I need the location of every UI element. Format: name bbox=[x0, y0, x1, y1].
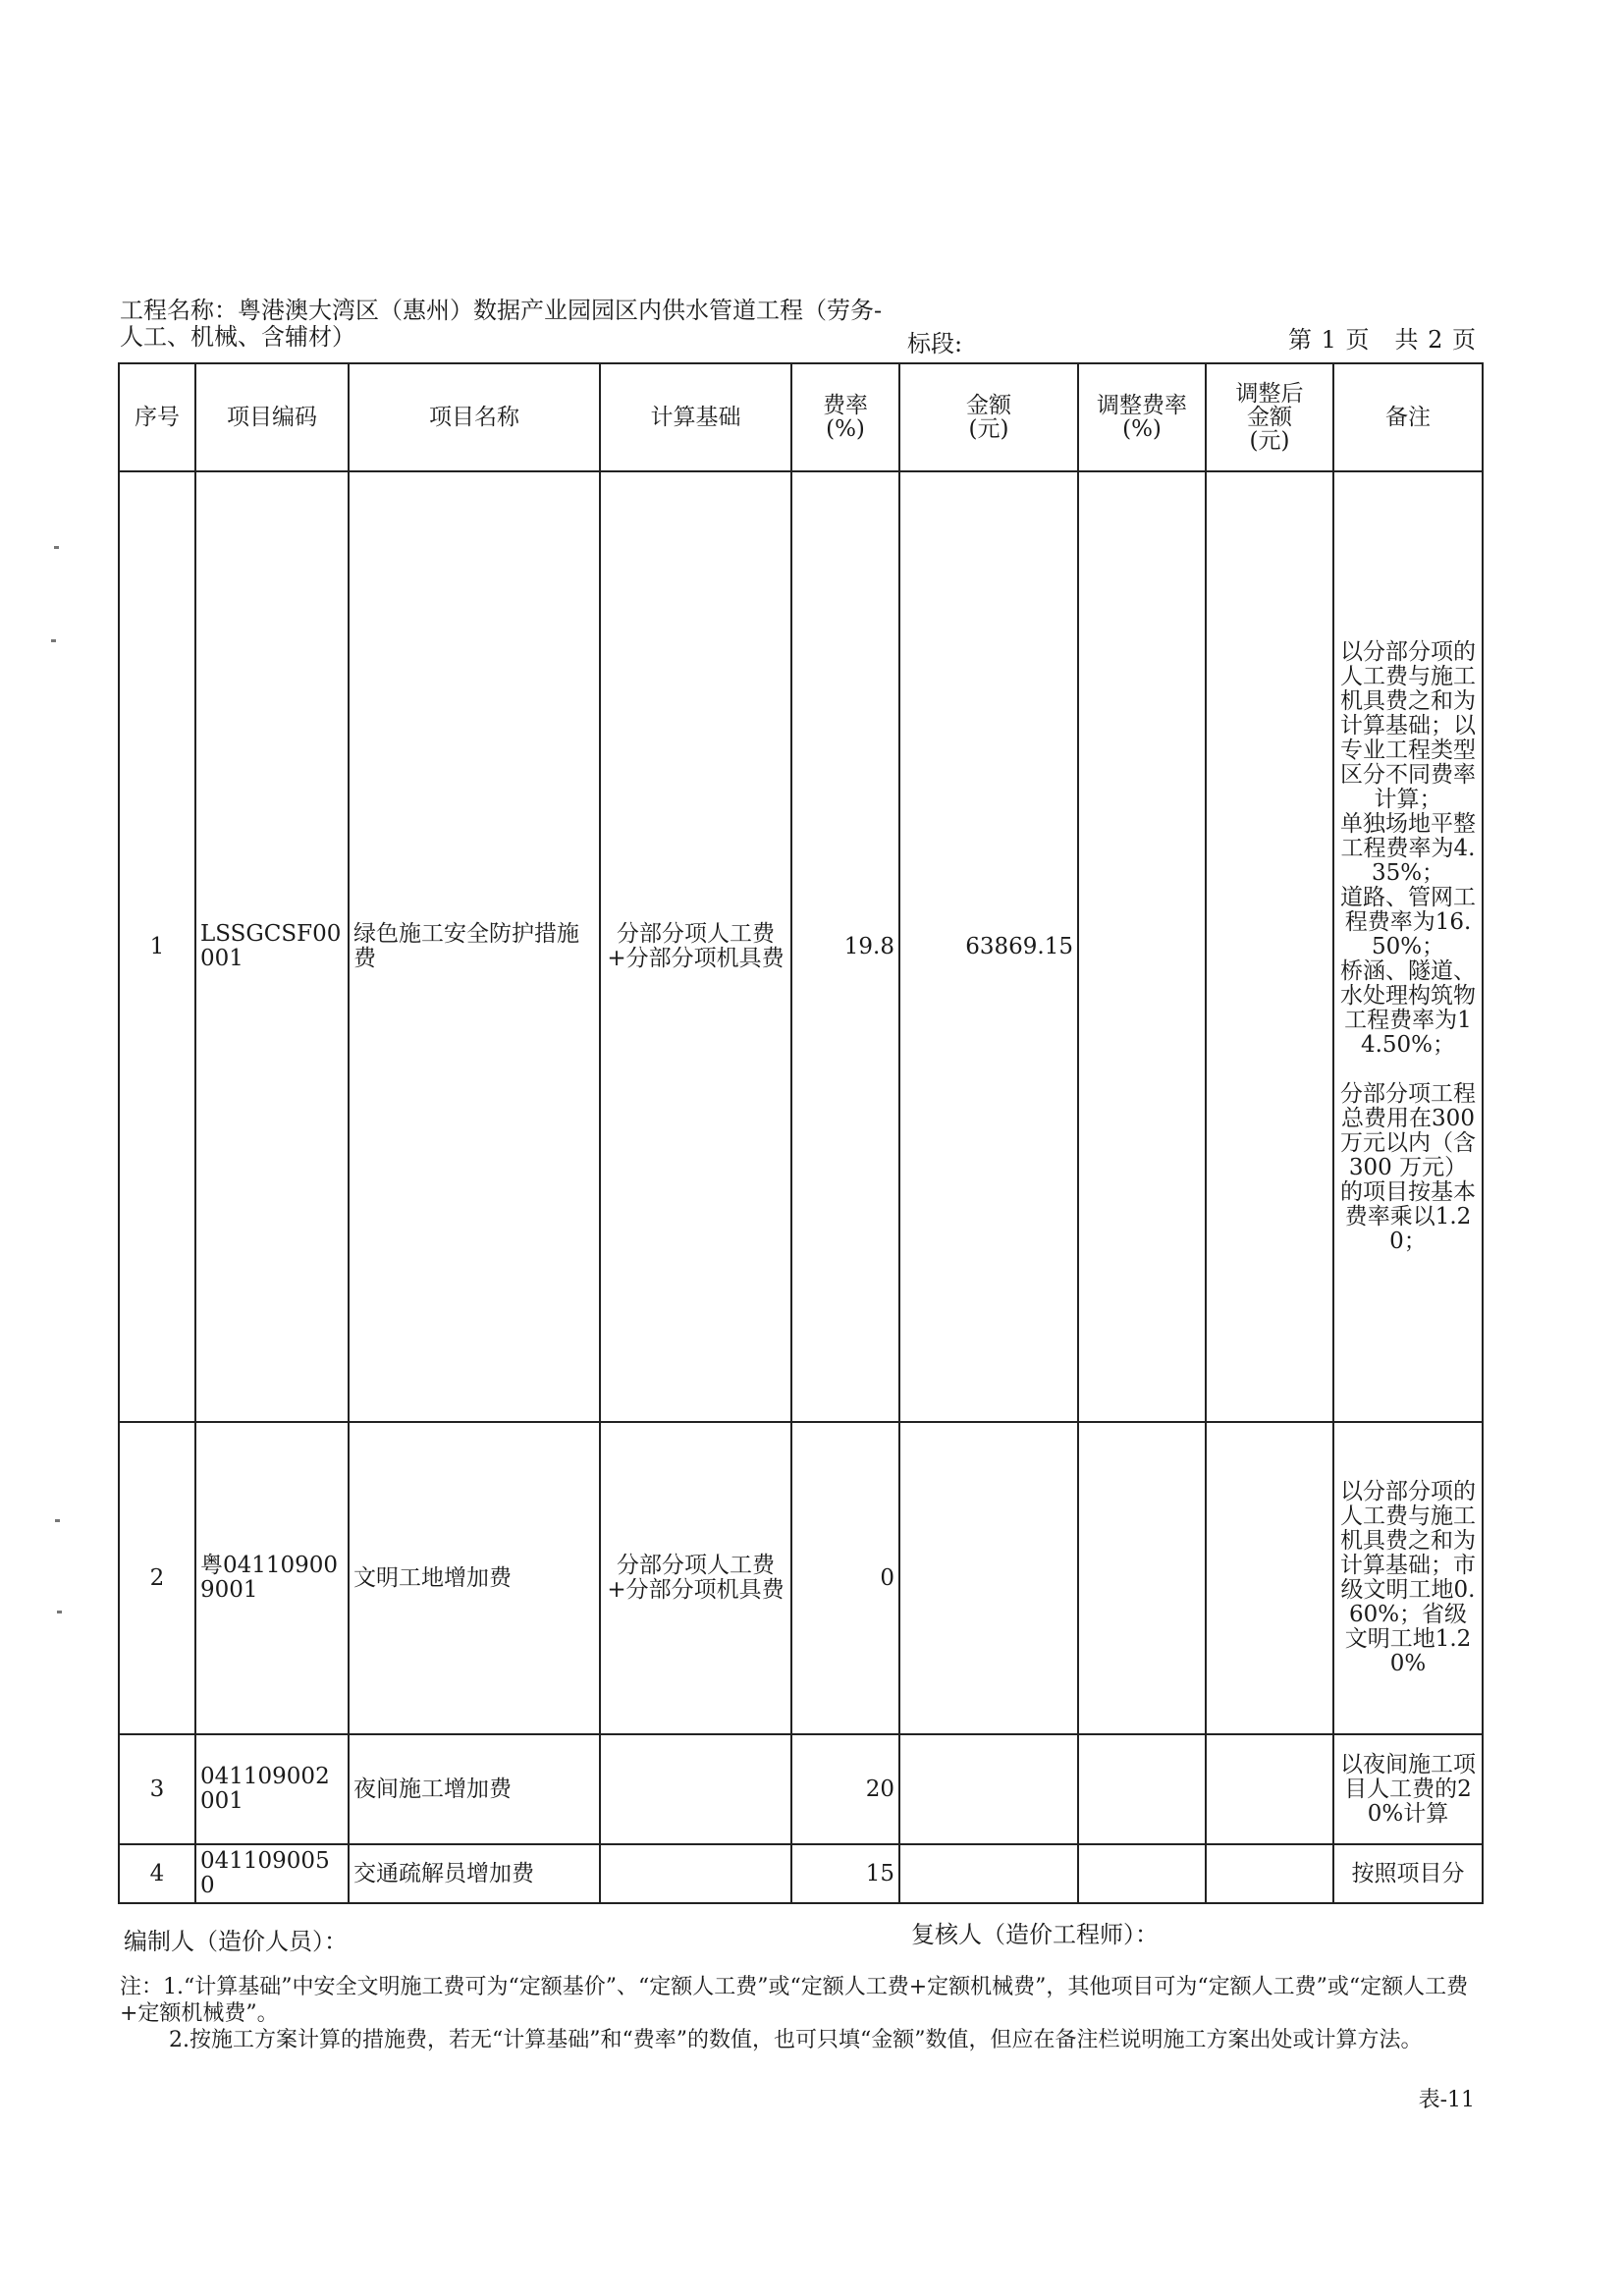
cell-basis: 分部分项人工费+分部分项机具费 bbox=[600, 1422, 791, 1734]
cell-amount bbox=[899, 1734, 1078, 1844]
cell-name: 交通疏解员增加费 bbox=[349, 1844, 600, 1903]
preparer-signature: 编制人（造价人员）： bbox=[124, 1928, 348, 1955]
cell-code: 041109002001 bbox=[195, 1734, 349, 1844]
footnote-line-1: 注：1.“计算基础”中安全文明施工费可为“定额基价”、“定额人工费”或“定额人工费+定额机械费”，其他项目可为“定额人工费”或“定额人工费+定额机械费”。 bbox=[120, 1975, 1469, 2026]
col-header-basis: 计算基础 bbox=[600, 363, 791, 471]
cell-rate: 15 bbox=[791, 1844, 899, 1903]
cell-adj-rate bbox=[1078, 1422, 1206, 1734]
cell-no: 1 bbox=[119, 471, 195, 1422]
col-header-note: 备注 bbox=[1333, 363, 1483, 471]
table-row bbox=[119, 1844, 1483, 1903]
section-label: 标段: bbox=[907, 330, 963, 357]
cell-note: 以分部分项的人工费与施工机具费之和为计算基础；以专业工程类型区分不同费率计算； 单独场地平整工程费率为4.35%； 道路、管网工程费率为16.50%； 桥涵、隧道、水处理构筑物工程费率为14.50%； 分部分项工程总费用在300 万元以内（含300 万元）的项目按基本费率乘以1.20； bbox=[1333, 471, 1483, 1422]
scan-mark bbox=[55, 1519, 60, 1522]
reviewer-signature: 复核人（造价工程师）： bbox=[911, 1921, 1159, 1948]
cell-no: 2 bbox=[119, 1422, 195, 1734]
scan-mark bbox=[57, 1611, 62, 1613]
table-row bbox=[119, 1734, 1483, 1844]
cell-name: 文明工地增加费 bbox=[349, 1422, 600, 1734]
table-row bbox=[119, 1422, 1483, 1734]
col-header-name: 项目名称 bbox=[349, 363, 600, 471]
cell-rate: 0 bbox=[791, 1422, 899, 1734]
cell-rate: 20 bbox=[791, 1734, 899, 1844]
cell-adj-amount bbox=[1206, 471, 1333, 1422]
cell-code: 0411090050 bbox=[195, 1844, 349, 1903]
page-number: 第 1 页 共 2 页 bbox=[1287, 326, 1477, 354]
table-header-row bbox=[119, 363, 1483, 471]
col-header-amount: 金额 (元) bbox=[899, 363, 1078, 471]
form-number: 表-11 bbox=[1418, 2088, 1475, 2112]
cell-note: 按照项目分 bbox=[1333, 1844, 1483, 1903]
cell-adj-rate bbox=[1078, 1734, 1206, 1844]
col-header-no: 序号 bbox=[119, 363, 195, 471]
col-header-rate: 费率 (%) bbox=[791, 363, 899, 471]
cell-adj-rate bbox=[1078, 471, 1206, 1422]
cell-no: 4 bbox=[119, 1844, 195, 1903]
measures-fee-table bbox=[118, 362, 1484, 1904]
cell-code: 粤041109009001 bbox=[195, 1422, 349, 1734]
table-row bbox=[119, 471, 1483, 1422]
scan-mark bbox=[51, 639, 56, 642]
col-header-code: 项目编码 bbox=[195, 363, 349, 471]
footnote bbox=[120, 1974, 1485, 2053]
col-header-adj-amount: 调整后 金额 (元) bbox=[1206, 363, 1333, 471]
cell-amount: 63869.15 bbox=[899, 471, 1078, 1422]
cell-adj-rate bbox=[1078, 1844, 1206, 1903]
col-header-adj-rate: 调整费率 (%) bbox=[1078, 363, 1206, 471]
cell-amount bbox=[899, 1844, 1078, 1903]
cell-no: 3 bbox=[119, 1734, 195, 1844]
cell-note: 以分部分项的人工费与施工机具费之和为计算基础；市级文明工地0.60%；省级文明工地1.20% bbox=[1333, 1422, 1483, 1734]
cell-name: 夜间施工增加费 bbox=[349, 1734, 600, 1844]
cell-note: 以夜间施工项目人工费的20%计算 bbox=[1333, 1734, 1483, 1844]
cell-rate: 19.8 bbox=[791, 471, 899, 1422]
footnote-line-2: 2.按施工方案计算的措施费，若无“计算基础”和“费率”的数值，也可只填“金额”数值，但应在备注栏说明施工方案出处或计算方法。 bbox=[169, 2028, 1423, 2052]
cell-name: 绿色施工安全防护措施费 bbox=[349, 471, 600, 1422]
cell-code: LSSGCSF00001 bbox=[195, 471, 349, 1422]
cell-basis bbox=[600, 1734, 791, 1844]
scan-mark bbox=[54, 546, 59, 549]
cell-basis bbox=[600, 1844, 791, 1903]
cell-amount bbox=[899, 1422, 1078, 1734]
cell-adj-amount bbox=[1206, 1734, 1333, 1844]
cell-adj-amount bbox=[1206, 1422, 1333, 1734]
cell-basis: 分部分项人工费+分部分项机具费 bbox=[600, 471, 791, 1422]
cell-adj-amount bbox=[1206, 1844, 1333, 1903]
project-name: 工程名称：粤港澳大湾区（惠州）数据产业园园区内供水管道工程（劳务-人工、机械、含辅材） bbox=[120, 297, 883, 351]
